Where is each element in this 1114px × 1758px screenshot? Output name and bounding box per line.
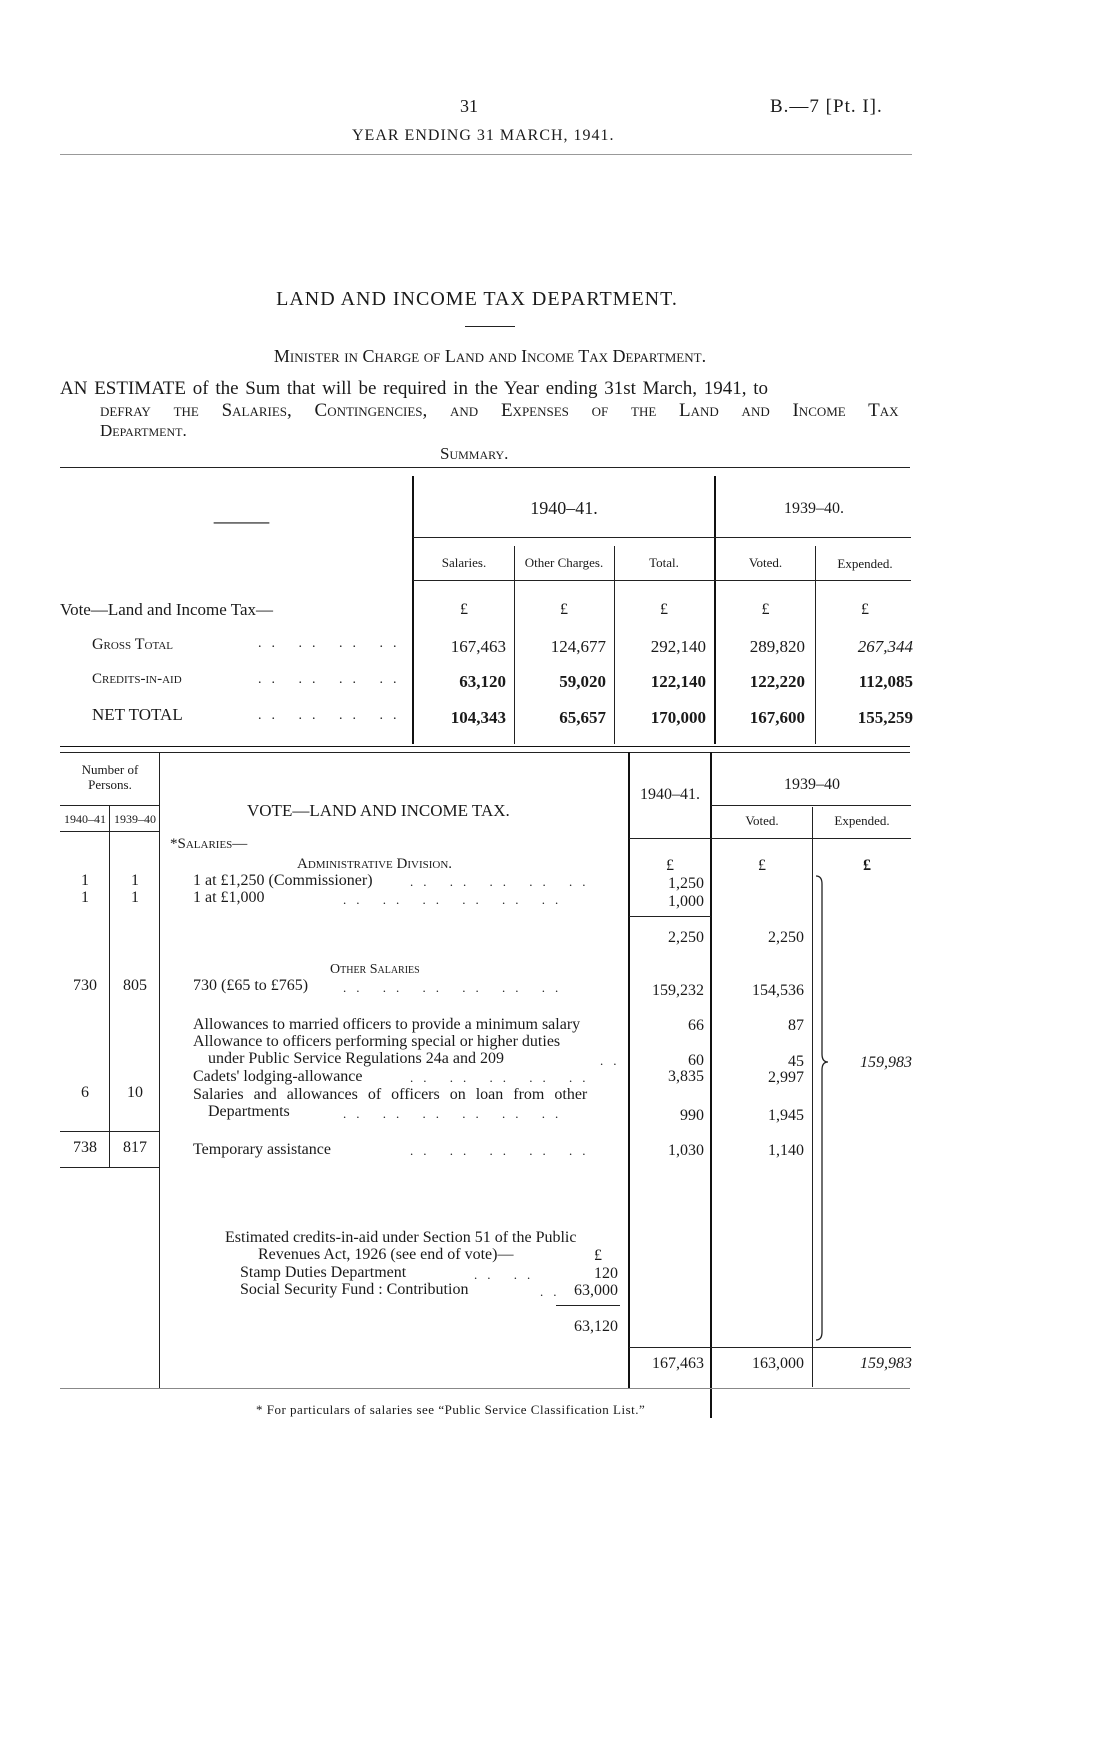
leader-dots: .. .. .. .. bbox=[258, 672, 407, 687]
expended-bracket-value: 159,983 bbox=[860, 1054, 912, 1071]
leader-dots: .. bbox=[600, 1053, 627, 1068]
summary-year-current: 1940–41. bbox=[530, 498, 598, 518]
stamp-duties-label: Stamp Duties Department bbox=[240, 1264, 407, 1281]
temp-p39: 817 bbox=[123, 1139, 147, 1156]
allowance-special-amount: 60 bbox=[688, 1052, 704, 1069]
page-number: 31 bbox=[460, 96, 478, 116]
footnote: * For particulars of salaries see “Public Service Classification List.” bbox=[256, 1402, 646, 1417]
persons-bottom-rule bbox=[60, 1167, 160, 1168]
allowance-married: Allowances to married officers to provide a minimum salary bbox=[193, 1016, 581, 1033]
leader-dots: .. bbox=[540, 1284, 567, 1299]
leader-dots: .. .. bbox=[474, 1267, 541, 1282]
admin-row-label: 1 at £1,250 (Commissioner) bbox=[193, 872, 373, 889]
expended-brace bbox=[814, 874, 830, 1342]
loan-voted: 1,945 bbox=[768, 1107, 804, 1124]
temp-p40: 738 bbox=[73, 1139, 97, 1156]
credits-total: 63,120 bbox=[574, 1318, 618, 1335]
number-of-persons: Number of Persons. bbox=[81, 762, 139, 792]
leader-dots: .. .. .. .. .. bbox=[410, 874, 596, 889]
leader-dots: .. .. .. .. bbox=[258, 636, 407, 651]
vote-vline-expended bbox=[812, 807, 813, 1387]
persons-col-1940: 1940–41 bbox=[64, 812, 106, 826]
loan-p39: 10 bbox=[127, 1084, 143, 1101]
leader-dots: .. .. .. .. .. bbox=[410, 1070, 596, 1085]
admin-row-amount: 1,250 bbox=[668, 875, 704, 892]
gross-salaries: 167,463 bbox=[450, 637, 506, 656]
admin-row-label: 1 at £1,000 bbox=[193, 889, 265, 906]
net-voted: 167,600 bbox=[749, 708, 805, 727]
net-total: 170,000 bbox=[650, 708, 706, 727]
year-line: YEAR ENDING 31 MARCH, 1941. bbox=[352, 127, 615, 144]
net-other: 65,657 bbox=[559, 708, 606, 727]
summary-header-rule bbox=[413, 580, 911, 581]
persons-col-1939: 1939–40 bbox=[114, 812, 156, 826]
cadets-label: Cadets' lodging-allowance bbox=[193, 1068, 363, 1085]
pound-amount: £ bbox=[666, 857, 674, 874]
header-rule bbox=[60, 154, 912, 155]
net-expended: 155,259 bbox=[857, 708, 913, 727]
currency-4: £ bbox=[761, 601, 770, 618]
currency-1: £ bbox=[460, 601, 468, 618]
credits-expended: 112,085 bbox=[858, 672, 913, 691]
minister-line: Minister in Charge of Land and Income Tax Department. bbox=[273, 346, 707, 366]
loan-p40: 6 bbox=[81, 1084, 89, 1101]
credits-line-b: Revenues Act, 1926 (see end of vote)— bbox=[258, 1246, 514, 1263]
col-voted: Voted. bbox=[748, 555, 783, 570]
gross-expended: 267,344 bbox=[857, 637, 913, 656]
allowance-special-b: under Public Service Regulations 24a and 209 bbox=[208, 1050, 504, 1067]
other-label: 730 (£65 to £765) bbox=[193, 977, 309, 994]
credits-total-rule bbox=[556, 1305, 620, 1306]
admin-total: 2,250 bbox=[668, 929, 704, 946]
pound-expended: £ bbox=[863, 857, 871, 874]
col-other-charges: Other Charges. bbox=[524, 555, 604, 570]
net-salaries: 104,343 bbox=[450, 708, 506, 727]
allowance-special-a: Allowance to officers performing special or higher duties bbox=[193, 1033, 561, 1050]
vote-year-previous: 1939–40 bbox=[784, 776, 840, 793]
grand-total-expended: 159,983 bbox=[860, 1355, 912, 1372]
loan-label-a: Salaries and allowances of officers on loan from other bbox=[193, 1086, 588, 1103]
admin-total-voted: 2,250 bbox=[768, 929, 804, 946]
vote-bottom-rule bbox=[60, 1388, 910, 1389]
vote-vline-persons-end bbox=[159, 752, 160, 1388]
loan-amount: 990 bbox=[680, 1107, 704, 1124]
summary-bottom-rule bbox=[60, 746, 910, 747]
vote-title: VOTE—LAND AND INCOME TAX. bbox=[247, 801, 510, 820]
allowance-married-amount: 66 bbox=[688, 1017, 704, 1034]
net-total-label: NET TOTAL bbox=[92, 705, 183, 724]
admin-row-p40: 1 bbox=[81, 872, 89, 889]
other-p40: 730 bbox=[73, 977, 97, 994]
allowance-married-voted: 87 bbox=[788, 1017, 804, 1034]
currency-3: £ bbox=[660, 601, 668, 618]
vote-top-rule bbox=[60, 752, 910, 753]
pound-voted: £ bbox=[758, 857, 766, 874]
gross-total: 292,140 bbox=[650, 637, 706, 656]
estimate-line-2: defray the Salaries, Contingencies, and Expenses of the Land and Income Tax bbox=[100, 400, 899, 421]
vote-year-current: 1940–41. bbox=[640, 786, 700, 803]
credits-pound: £ bbox=[594, 1247, 602, 1264]
vote-voted-header: Voted. bbox=[745, 813, 779, 828]
temp-amount: 1,030 bbox=[668, 1142, 704, 1159]
credits-line-a: Estimated credits-in-aid under Section 51 of the Public bbox=[225, 1229, 577, 1246]
credits-salaries: 63,120 bbox=[459, 672, 506, 691]
admin-heading: Administrative Division. bbox=[297, 856, 453, 872]
currency-2: £ bbox=[560, 601, 568, 618]
vote-years-rule bbox=[711, 805, 911, 806]
persons-total-rule bbox=[60, 1131, 160, 1132]
leader-dots: .. .. .. .. .. .. bbox=[343, 892, 569, 907]
leader-dots: .. .. .. .. .. .. bbox=[343, 1106, 569, 1121]
vote-persons-rule bbox=[60, 805, 160, 806]
vote-header-rule-left bbox=[60, 831, 160, 832]
col-expended: Expended. bbox=[837, 556, 893, 571]
grand-total-rule bbox=[629, 1347, 911, 1348]
stamp-duties-amount: 120 bbox=[594, 1265, 618, 1282]
title-rule bbox=[465, 326, 515, 327]
loan-label-b: Departments bbox=[208, 1103, 290, 1120]
allowance-special-voted: 45 bbox=[788, 1053, 804, 1070]
grand-total-amount: 167,463 bbox=[652, 1355, 704, 1372]
grand-total-voted: 163,000 bbox=[752, 1355, 804, 1372]
admin-row-p40: 1 bbox=[81, 889, 89, 906]
estimate-line-1: AN ESTIMATE of the Sum that will be required in the Year ending 31st March, 1941, to bbox=[60, 378, 768, 399]
other-p39: 805 bbox=[123, 977, 147, 994]
summary-dash: — bbox=[214, 508, 269, 533]
leader-dots: .. .. .. .. bbox=[258, 708, 407, 723]
estimate-line-3: Department. bbox=[100, 421, 187, 440]
gross-other: 124,677 bbox=[550, 637, 606, 656]
admin-row-p39: 1 bbox=[131, 889, 139, 906]
admin-subtotal-rule bbox=[629, 916, 711, 917]
cadets-voted: 2,997 bbox=[768, 1069, 804, 1086]
gross-total-label: Gross Total bbox=[92, 636, 174, 653]
department-title: LAND AND INCOME TAX DEPARTMENT. bbox=[276, 288, 678, 310]
summary-top-rule bbox=[60, 467, 910, 468]
social-security-amount: 63,000 bbox=[574, 1282, 618, 1299]
vote-header-rule-right bbox=[629, 838, 911, 839]
other-voted: 154,536 bbox=[752, 982, 804, 999]
summary-title: Summary. bbox=[440, 444, 509, 463]
summary-year-rule bbox=[413, 537, 911, 538]
summary-year-previous: 1939–40. bbox=[784, 500, 844, 517]
admin-row-amount: 1,000 bbox=[668, 893, 704, 910]
col-total: Total. bbox=[649, 555, 679, 570]
temp-label: Temporary assistance bbox=[193, 1141, 331, 1158]
vote-label: Vote—Land and Income Tax— bbox=[60, 600, 273, 619]
temp-voted: 1,140 bbox=[768, 1142, 804, 1159]
cadets-amount: 3,835 bbox=[668, 1068, 704, 1085]
currency-5: £ bbox=[861, 601, 869, 618]
credits-total: 122,140 bbox=[650, 672, 706, 691]
document-reference: B.—7 [Pt. I]. bbox=[770, 96, 883, 117]
other-salaries-heading: Other Salaries bbox=[330, 962, 420, 977]
credits-label: Credits-in-aid bbox=[92, 671, 182, 687]
leader-dots: .. .. .. .. .. .. bbox=[343, 980, 569, 995]
vote-expended-header: Expended. bbox=[834, 813, 890, 828]
gross-voted: 289,820 bbox=[749, 637, 805, 656]
admin-row-p39: 1 bbox=[131, 872, 139, 889]
salaries-heading: *Salaries— bbox=[170, 836, 248, 852]
credits-other: 59,020 bbox=[559, 672, 606, 691]
credits-voted: 122,220 bbox=[749, 672, 805, 691]
col-salaries: Salaries. bbox=[441, 555, 487, 570]
social-security-label: Social Security Fund : Contribution bbox=[240, 1281, 469, 1298]
other-amount: 159,232 bbox=[652, 982, 704, 999]
leader-dots: .. .. .. .. .. bbox=[410, 1143, 596, 1158]
